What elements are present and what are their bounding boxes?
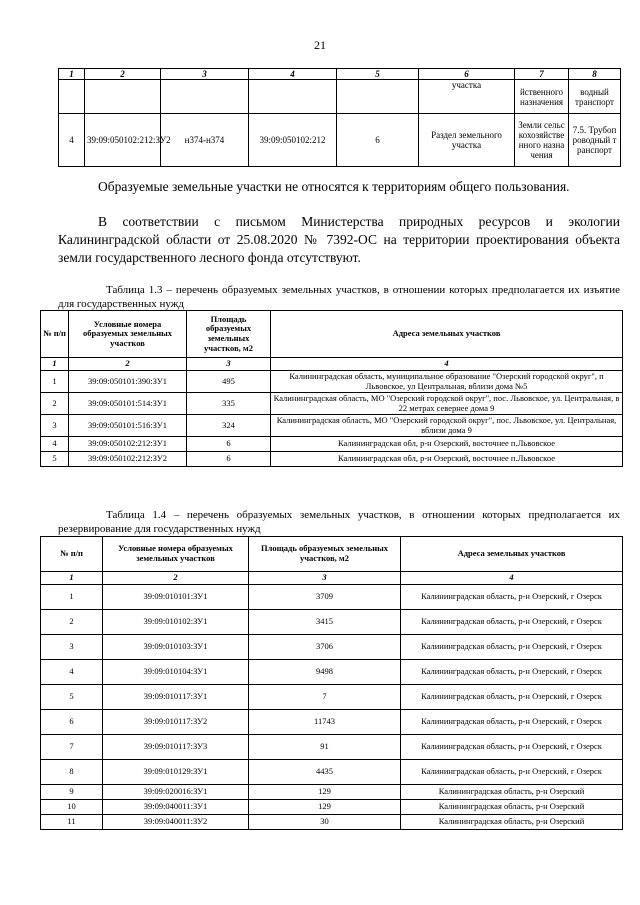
- table-cell: 2: [41, 610, 103, 635]
- table-cell: Земли сельскохозяйственного назначения: [515, 114, 569, 167]
- table-cell: Калининградская область, МО "Озерский городской округ", пос. Львовское, ул. Центральная, вблизи дома 9: [271, 415, 623, 437]
- table-cell: 6: [41, 710, 103, 735]
- column-numbers-row: [41, 358, 623, 371]
- table-cell: водный транспорт: [569, 80, 621, 114]
- col-number: 4: [271, 358, 623, 371]
- header-cell: Условные номера образуемых земельных участков: [103, 537, 249, 572]
- header-cell: № п/п: [41, 537, 103, 572]
- table-cell: 7: [41, 735, 103, 760]
- header-cell: Адреса земельных участков: [271, 311, 623, 358]
- col-number: 2: [85, 69, 161, 80]
- table-cell: 39:09:010117:ЗУ2: [103, 710, 249, 735]
- col-number: 3: [161, 69, 249, 80]
- col-number: 5: [337, 69, 419, 80]
- col-number: 2: [69, 358, 187, 371]
- table-cell: Калининградская область, р-н Озерский, г Озерск: [401, 710, 623, 735]
- header-cell: Площадь образуемых земельных участков, м2: [187, 311, 271, 358]
- table-cell: Калининградская область, р-н Озерский: [401, 785, 623, 800]
- table-cell: 39:09:010129:ЗУ1: [103, 760, 249, 785]
- table-cell: 39:09:050102:212:ЗУ1: [69, 437, 187, 452]
- table-cell: Калининградская область, р-н Озерский, г Озерск: [401, 685, 623, 710]
- table-cell: 324: [187, 415, 271, 437]
- header-cell: Условные номера образуемых земельных участков: [69, 311, 187, 358]
- table-cell: 3: [41, 415, 69, 437]
- table-cell: Калининградская область, р-н Озерский, г Озерск: [401, 585, 623, 610]
- table-row: [41, 371, 623, 393]
- table-row: [41, 800, 623, 815]
- table-row: [41, 660, 623, 685]
- table-cell: 11743: [249, 710, 401, 735]
- col-number: 1: [41, 358, 69, 371]
- table-cell: Калининградская область, р-н Озерский, г Озерск: [401, 635, 623, 660]
- table-cell: 5: [41, 452, 69, 467]
- table-1-4-caption: Таблица 1.4 – перечень образуемых земельных участков, в отношении которых предполагается их резервирование для государственных нужд: [58, 509, 620, 535]
- table-cell: 39:09:050101:514:ЗУ1: [69, 393, 187, 415]
- paragraph-forest-fund: В соответствии с письмом Министерства природных ресурсов и экологии Калининградской области от 25.08.2020 № 7392-ОС на территории проектирования объекта земли государственного лесного фонда отсутствуют.: [58, 214, 620, 265]
- table-cell: 3415: [249, 610, 401, 635]
- table-cell: Калининградская область, р-н Озерский, г Озерск: [401, 760, 623, 785]
- land-plots-continuation-table: [58, 68, 621, 167]
- table-cell: 11: [41, 815, 103, 830]
- col-number: 3: [187, 358, 271, 371]
- table-cell: Калининградская область, муниципальное образование "Озерский городской округ", п Львовское, ул Центральная, вблизи дома №5: [271, 371, 623, 393]
- table-cell: 2: [41, 393, 69, 415]
- table-row: [41, 685, 623, 710]
- table-cell: 3: [41, 635, 103, 660]
- col-number: 6: [419, 69, 515, 80]
- table-cell: 5: [41, 685, 103, 710]
- table-cell: 39:09:010102:ЗУ1: [103, 610, 249, 635]
- table-cell: 39:09:010101:ЗУ1: [103, 585, 249, 610]
- header-row: [41, 311, 623, 358]
- table-cell: участка: [419, 80, 515, 114]
- page-number: 21: [314, 38, 326, 52]
- header-cell: Адреса земельных участков: [401, 537, 623, 572]
- table-cell: [249, 80, 337, 114]
- table-row: [41, 815, 623, 830]
- table-cell: Калининградская область, р-н Озерский, г Озерск: [401, 660, 623, 685]
- table-cell: 39:09:050101:390:ЗУ1: [69, 371, 187, 393]
- table-cell: 39:09:020016:ЗУ1: [103, 785, 249, 800]
- table-cell: 495: [187, 371, 271, 393]
- table-cell: йственного назначения: [515, 80, 569, 114]
- table-cell: 30: [249, 815, 401, 830]
- table-1-3-caption: Таблица 1.3 – перечень образуемых земельных участков, в отношении которых предполагается их изъятие для государственных нужд: [58, 284, 620, 310]
- table-cell: 4: [41, 660, 103, 685]
- col-number: 3: [249, 572, 401, 585]
- table-cell: Калининградская обл, р-н Озерский, восточнее п.Львовское: [271, 452, 623, 467]
- col-number: 1: [59, 69, 85, 80]
- column-numbers-row: [41, 572, 623, 585]
- table-row: [41, 785, 623, 800]
- table-row: [41, 635, 623, 660]
- table-cell: 6: [187, 437, 271, 452]
- table-row: [41, 437, 623, 452]
- table-row: [41, 415, 623, 437]
- table-cell: 129: [249, 800, 401, 815]
- table-cell: Калининградская область, МО "Озерский городской округ", пос. Львовское, ул. Центральная, в 22 метрах севернее дома 9: [271, 393, 623, 415]
- col-number: 1: [41, 572, 103, 585]
- table-row: [41, 735, 623, 760]
- table-cell: 39:09:010104:ЗУ1: [103, 660, 249, 685]
- table-row: [41, 710, 623, 735]
- table-cell: Калининградская область, р-н Озерский: [401, 800, 623, 815]
- table-row: [41, 760, 623, 785]
- table-row: [41, 393, 623, 415]
- table-row: [59, 114, 621, 167]
- paragraph-public-use: Образуемые земельные участки не относятся к территориям общего пользования.: [98, 179, 570, 194]
- col-number: 8: [569, 69, 621, 80]
- col-number: 7: [515, 69, 569, 80]
- col-number: 4: [401, 572, 623, 585]
- table-cell: 335: [187, 393, 271, 415]
- table-cell: 7: [249, 685, 401, 710]
- header-cell: Площадь образуемых земельных участков, м2: [249, 537, 401, 572]
- table-cell: [337, 80, 419, 114]
- table-row: [41, 610, 623, 635]
- table-cell: 39:09:010117:ЗУ1: [103, 685, 249, 710]
- table-cell: 9: [41, 785, 103, 800]
- table-cell: Калининградская область, р-н Озерский, г Озерск: [401, 735, 623, 760]
- header-row: [41, 537, 623, 572]
- table-cell: 39:09:010103:ЗУ1: [103, 635, 249, 660]
- table-cell: 4: [41, 437, 69, 452]
- table-cell: 3706: [249, 635, 401, 660]
- table-cell: 9498: [249, 660, 401, 685]
- table-cell: 39:09:040011:ЗУ1: [103, 800, 249, 815]
- table-cell: 1: [41, 371, 69, 393]
- table-cell: 4: [59, 114, 85, 167]
- table-cell: 39:09:050101:516:ЗУ1: [69, 415, 187, 437]
- table-cell: [161, 80, 249, 114]
- table-cell: Раздел земельного участка: [419, 114, 515, 167]
- table-cell: Калининградская область, р-н Озерский, г Озерск: [401, 610, 623, 635]
- table-cell: 39:09:050102:212: [249, 114, 337, 167]
- table-row: [41, 585, 623, 610]
- table-cell: 4435: [249, 760, 401, 785]
- table-cell: 39:09:040011:ЗУ2: [103, 815, 249, 830]
- table-cell: 10: [41, 800, 103, 815]
- table-cell: 3709: [249, 585, 401, 610]
- table-cell: 39:09:010117:ЗУ3: [103, 735, 249, 760]
- table-cell: 39:09:050102:212:ЗУ2: [69, 452, 187, 467]
- col-number: 4: [249, 69, 337, 80]
- table-row: [59, 80, 621, 114]
- table-cell: 6: [337, 114, 419, 167]
- table-1-4-reservation: [40, 536, 623, 830]
- table-cell: н374-н374: [161, 114, 249, 167]
- table-cell: [59, 80, 85, 114]
- table-cell: 7.5. Трубопроводный транспорт: [569, 114, 621, 167]
- table-cell: 39:09:050102:212:ЗУ2: [85, 114, 161, 167]
- table-cell: 129: [249, 785, 401, 800]
- table-1-3-seizure: [40, 310, 623, 467]
- col-number: 2: [103, 572, 249, 585]
- table-cell: 1: [41, 585, 103, 610]
- table-cell: 91: [249, 735, 401, 760]
- header-cell: № п/п: [41, 311, 69, 358]
- table-cell: 8: [41, 760, 103, 785]
- column-numbers-row: [59, 69, 621, 80]
- table-row: [41, 452, 623, 467]
- table-cell: 6: [187, 452, 271, 467]
- table-cell: [85, 80, 161, 114]
- table-cell: Калининградская область, р-н Озерский: [401, 815, 623, 830]
- table-cell: Калининградская обл, р-н Озерский, восточнее п.Львовское: [271, 437, 623, 452]
